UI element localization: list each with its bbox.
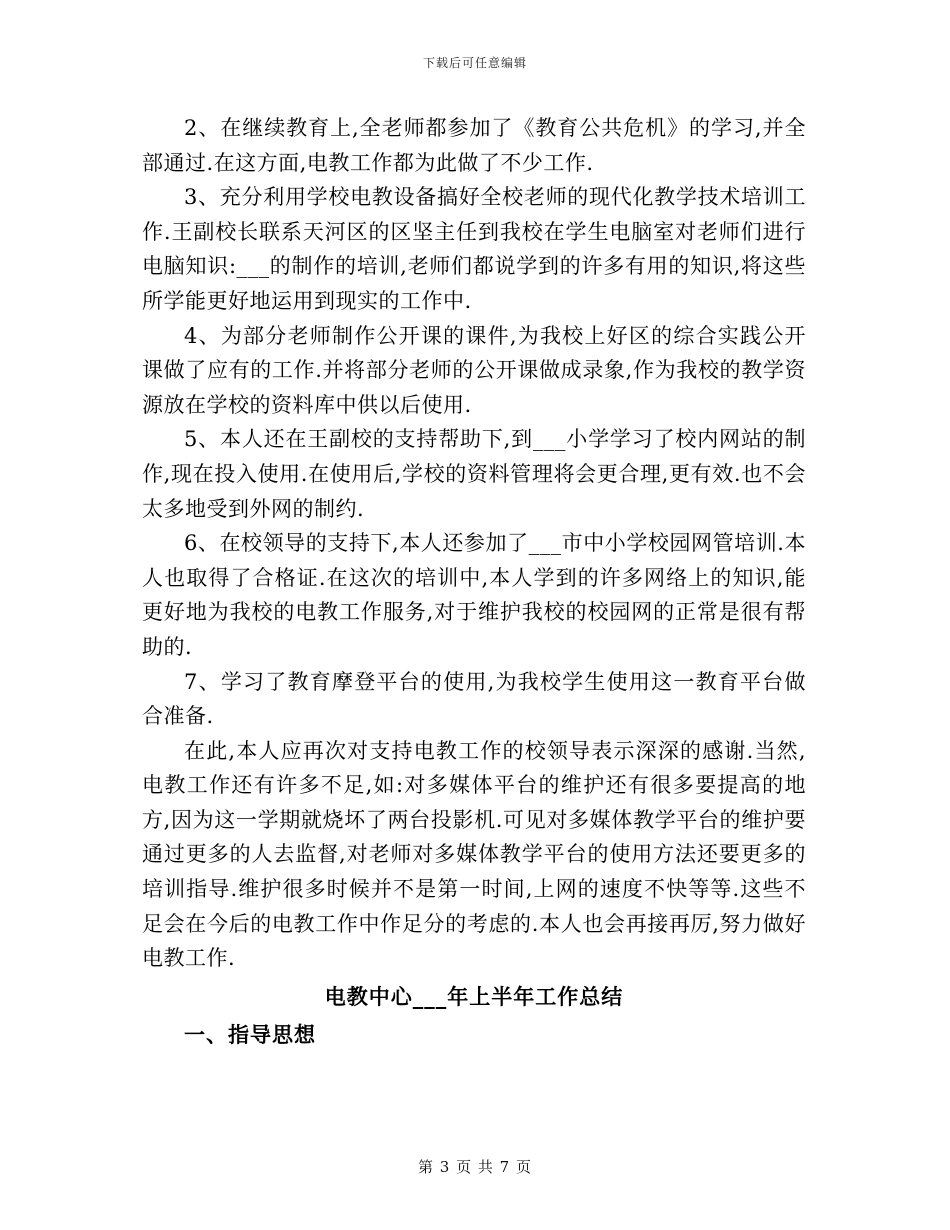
paragraph-item-7: 7、学习了教育摩登平台的使用,为我校学生使用这一教育平台做合准备. [142, 669, 806, 729]
page-header: 下载后可任意编辑 [422, 56, 527, 70]
paragraph-item-6: 6、在校领导的支持下,本人还参加了___市中小学校园网管培训.本人也取得了合格证.在这次的培训中,本人学到的许多网络上的知识,能更好地为我校的电教工作服务,对于维护我校的校园网的正常是很有帮助的. [142, 531, 806, 659]
paragraph-item-4: 4、为部分老师制作公开课的课件,为我校上好区的综合实践公开课做了应有的工作.并将部分老师的公开课做成录象,作为我校的教学资源放在学校的资料库中供以后使用. [142, 323, 806, 417]
document-body [142, 111, 806, 1053]
paragraph-closing: 在此,本人应再次对支持电教工作的校领导表示深深的感谢.当然,电教工作还有许多不足,如:对多媒体平台的维护还有很多要提高的地方,因为这一学期就烧坏了两台投影机.可见对多媒体教学平台的维护要通过更多的人去监督,对老师对多媒体教学平台的使用方法还要更多的培训指导.维护很多时候并不是第一时间,上网的速度不快等等.这些不足会在今后的电教工作中作足分的考虑的.本人也会再接再厉,努力做好电教工作. [142, 738, 806, 971]
paragraph-item-3: 3、充分利用学校电教设备搞好全校老师的现代化教学技术培训工作.王副校长联系天河区的区坚主任到我校在学生电脑室对老师们进行电脑知识:___的制作的培训,老师们都说学到的许多有用的知识,将这些所学能更好地运用到现实的工作中. [142, 185, 806, 313]
page-number: 第 3 页 共 7 页 [418, 1158, 532, 1176]
section-heading: 一、指导思想 [184, 1022, 316, 1048]
paragraph-item-5: 5、本人还在王副校的支持帮助下,到___小学学习了校内网站的制作,现在投入使用.在使用后,学校的资料管理将会更合理,更有效.也不会太多地受到外网的制约. [142, 427, 806, 521]
paragraph-item-2: 2、在继续教育上,全老师都参加了《教育公共危机》的学习,并全部通过.在这方面,电教工作都为此做了不少工作. [142, 116, 806, 175]
document-title: 电教中心___年上半年工作总结 [324, 983, 624, 1009]
